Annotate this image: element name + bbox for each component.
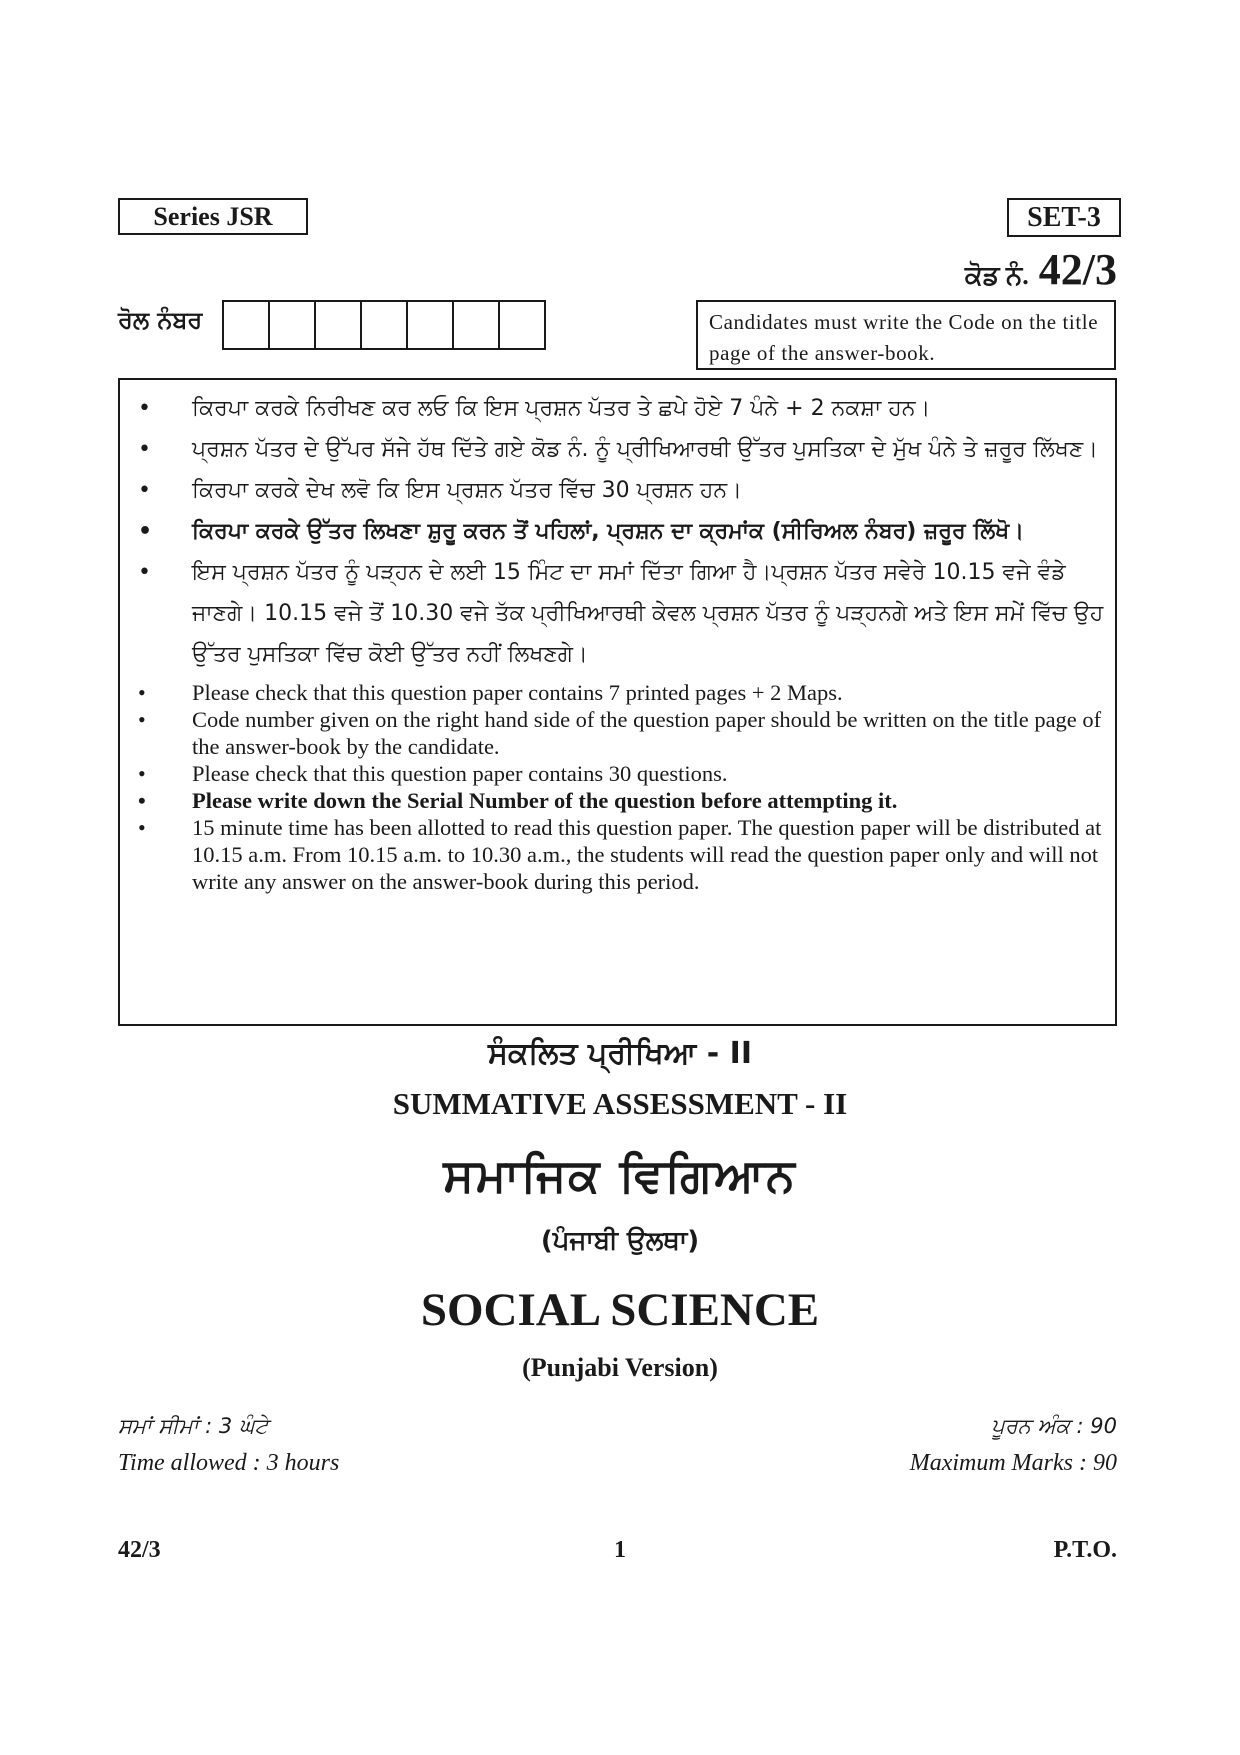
subject-title-punjabi: ਸਮਾਜਿਕ ਵਿਗਿਆਨ: [443, 1148, 797, 1202]
instruction-item: • ਕਿਰਪਾ ਕਰਕੇ ਉੱਤਰ ਲਿਖਣਾ ਸ਼ੁਰੂ ਕਰਨ ਤੋਂ ਪਹਿਲਾਂ, ਪ੍ਰਸ਼ਨ ਦਾ ਕ੍ਰਮਾਂਕ (ਸੀਰਿਅਲ ਨੰਬਰ) ਜ਼ਰੂਰ ਲਿੱਖੋ।: [130, 511, 1105, 552]
max-marks-english: Maximum Marks : 90: [909, 1450, 1117, 1476]
bullet-icon: •: [138, 437, 151, 462]
page-number: 1: [614, 1537, 626, 1563]
instruction-item: • 15 minute time has been allotted to read this question paper. The question paper will be distributed at 10.15 a.m. From 10.15 a.m. to 10.30 a.m., the students will read the question paper only and will not write any answer on the answer-book during this period.: [138, 815, 1102, 894]
code-number-label: ਕੋਡ ਨੰ.: [964, 261, 1029, 290]
footer-code: 42/3: [118, 1537, 161, 1563]
code-number-value: 42/3: [1038, 245, 1117, 294]
time-allowed-punjabi: ਸਮਾਂ ਸੀਮਾਂ : 3 ਘੰਟੇ: [118, 1414, 269, 1438]
code-instruction-note: Candidates must write the Code on the title page of the answer-book.: [696, 300, 1116, 370]
instruction-item: • Please check that this question paper contains 7 printed pages + 2 Maps.: [138, 680, 843, 705]
bullet-icon: •: [138, 761, 146, 786]
assessment-title-punjabi: ਸੰਕਲਿਤ ਪ੍ਰੀਖਿਆ - II: [488, 1036, 752, 1071]
max-marks-punjabi: ਪੂਰਨ ਅੰਕ : 90: [991, 1414, 1117, 1438]
version-punjabi: (ਪੰਜਾਬੀ ਉਲਥਾ): [540, 1226, 700, 1256]
instruction-item: • ਕਿਰਪਾ ਕਰਕੇ ਦੇਖ ਲਵੋ ਕਿ ਇਸ ਪ੍ਰਸ਼ਨ ਪੱਤਰ ਵਿੱਚ 30 ਪ੍ਰਸ਼ਨ ਹਨ।: [130, 470, 1105, 511]
instructions-punjabi: [130, 388, 1105, 675]
roll-number-boxes[interactable]: [222, 300, 544, 350]
bullet-icon: •: [138, 560, 151, 585]
instructions-english: [130, 679, 1105, 895]
series-label: Series JSR: [118, 198, 308, 235]
bullet-icon: •: [138, 707, 146, 732]
bullet-icon: •: [138, 478, 151, 503]
time-allowed-english: Time allowed : 3 hours: [118, 1450, 340, 1476]
bullet-icon: •: [138, 519, 153, 544]
instruction-item: • ਇਸ ਪ੍ਰਸ਼ਨ ਪੱਤਰ ਨੂੰ ਪੜ੍ਹਨ ਦੇ ਲਈ 15 ਮਿੰਟ ਦਾ ਸਮਾਂ ਦਿੱਤਾ ਗਿਆ ਹੈ।ਪ੍ਰਸ਼ਨ ਪੱਤਰ ਸਵੇਰੇ 10.15 ਵਜੇ ਵੰਡੇ ਜਾਣਗੇ। 10.15 ਵਜੇ ਤੋਂ 10.30 ਵਜੇ ਤੱਕ ਪ੍ਰੀਖਿਆਰਥੀ ਕੇਵਲ ਪ੍ਰਸ਼ਨ ਪੱਤਰ ਨੂੰ ਪੜ੍ਹਨਗੇ ਅਤੇ ਇਸ ਸਮੇਂ ਵਿੱਚ ਉਹ ਉੱਤਰ ਪੁਸਤਿਕਾ ਵਿੱਚ ਕੋਈ ਉੱਤਰ ਨਹੀਂ ਲਿਖਣਗੇ।: [130, 552, 1105, 675]
instruction-item: • Code number given on the right hand side of the question paper should be written on the title page of the answer-book by the candidate.: [138, 707, 1102, 759]
roll-number-cell[interactable]: [268, 300, 316, 350]
bullet-icon: •: [138, 396, 151, 421]
bullet-icon: •: [138, 788, 146, 813]
roll-number-cell[interactable]: [406, 300, 454, 350]
set-label: SET-3: [1007, 198, 1121, 237]
bullet-icon: •: [138, 680, 146, 705]
code-number: [965, 244, 1117, 300]
instruction-item: • Please write down the Serial Number of the question before attempting it.: [138, 788, 898, 813]
subject-title-english: SOCIAL SCIENCE: [420, 1284, 820, 1336]
assessment-title-english: SUMMATIVE ASSESSMENT - II: [392, 1086, 848, 1121]
roll-number-cell[interactable]: [222, 300, 270, 350]
roll-number-cell[interactable]: [498, 300, 546, 350]
instruction-item: • ਪ੍ਰਸ਼ਨ ਪੱਤਰ ਦੇ ਉੱਪਰ ਸੱਜੇ ਹੱਥ ਦਿੱਤੇ ਗਏ ਕੋਡ ਨੰ. ਨੂੰ ਪ੍ਰੀਖਿਆਰਥੀ ਉੱਤਰ ਪੁਸਤਿਕਾ ਦੇ ਮੁੱਖ ਪੰਨੇ ਤੇ ਜ਼ਰੂਰ ਲਿੱਖਣ।: [130, 429, 1105, 470]
roll-number-cell[interactable]: [452, 300, 500, 350]
version-english: (Punjabi Version): [522, 1353, 718, 1382]
instruction-item: • Please check that this question paper contains 30 questions.: [138, 761, 728, 786]
bullet-icon: •: [138, 815, 146, 840]
instruction-item: • ਕਿਰਪਾ ਕਰਕੇ ਨਿਰੀਖਣ ਕਰ ਲਓ ਕਿ ਇਸ ਪ੍ਰਸ਼ਨ ਪੱਤਰ ਤੇ ਛਪੇ ਹੋਏ 7 ਪੰਨੇ + 2 ਨਕਸ਼ਾ ਹਨ।: [130, 388, 1105, 429]
please-turn-over: P.T.O.: [1053, 1537, 1117, 1563]
roll-number-cell[interactable]: [360, 300, 408, 350]
roll-number-cell[interactable]: [314, 300, 362, 350]
roll-number-label: ਰੋਲ ਨੰਬਰ: [118, 306, 203, 334]
instructions-box: [118, 378, 1117, 1026]
